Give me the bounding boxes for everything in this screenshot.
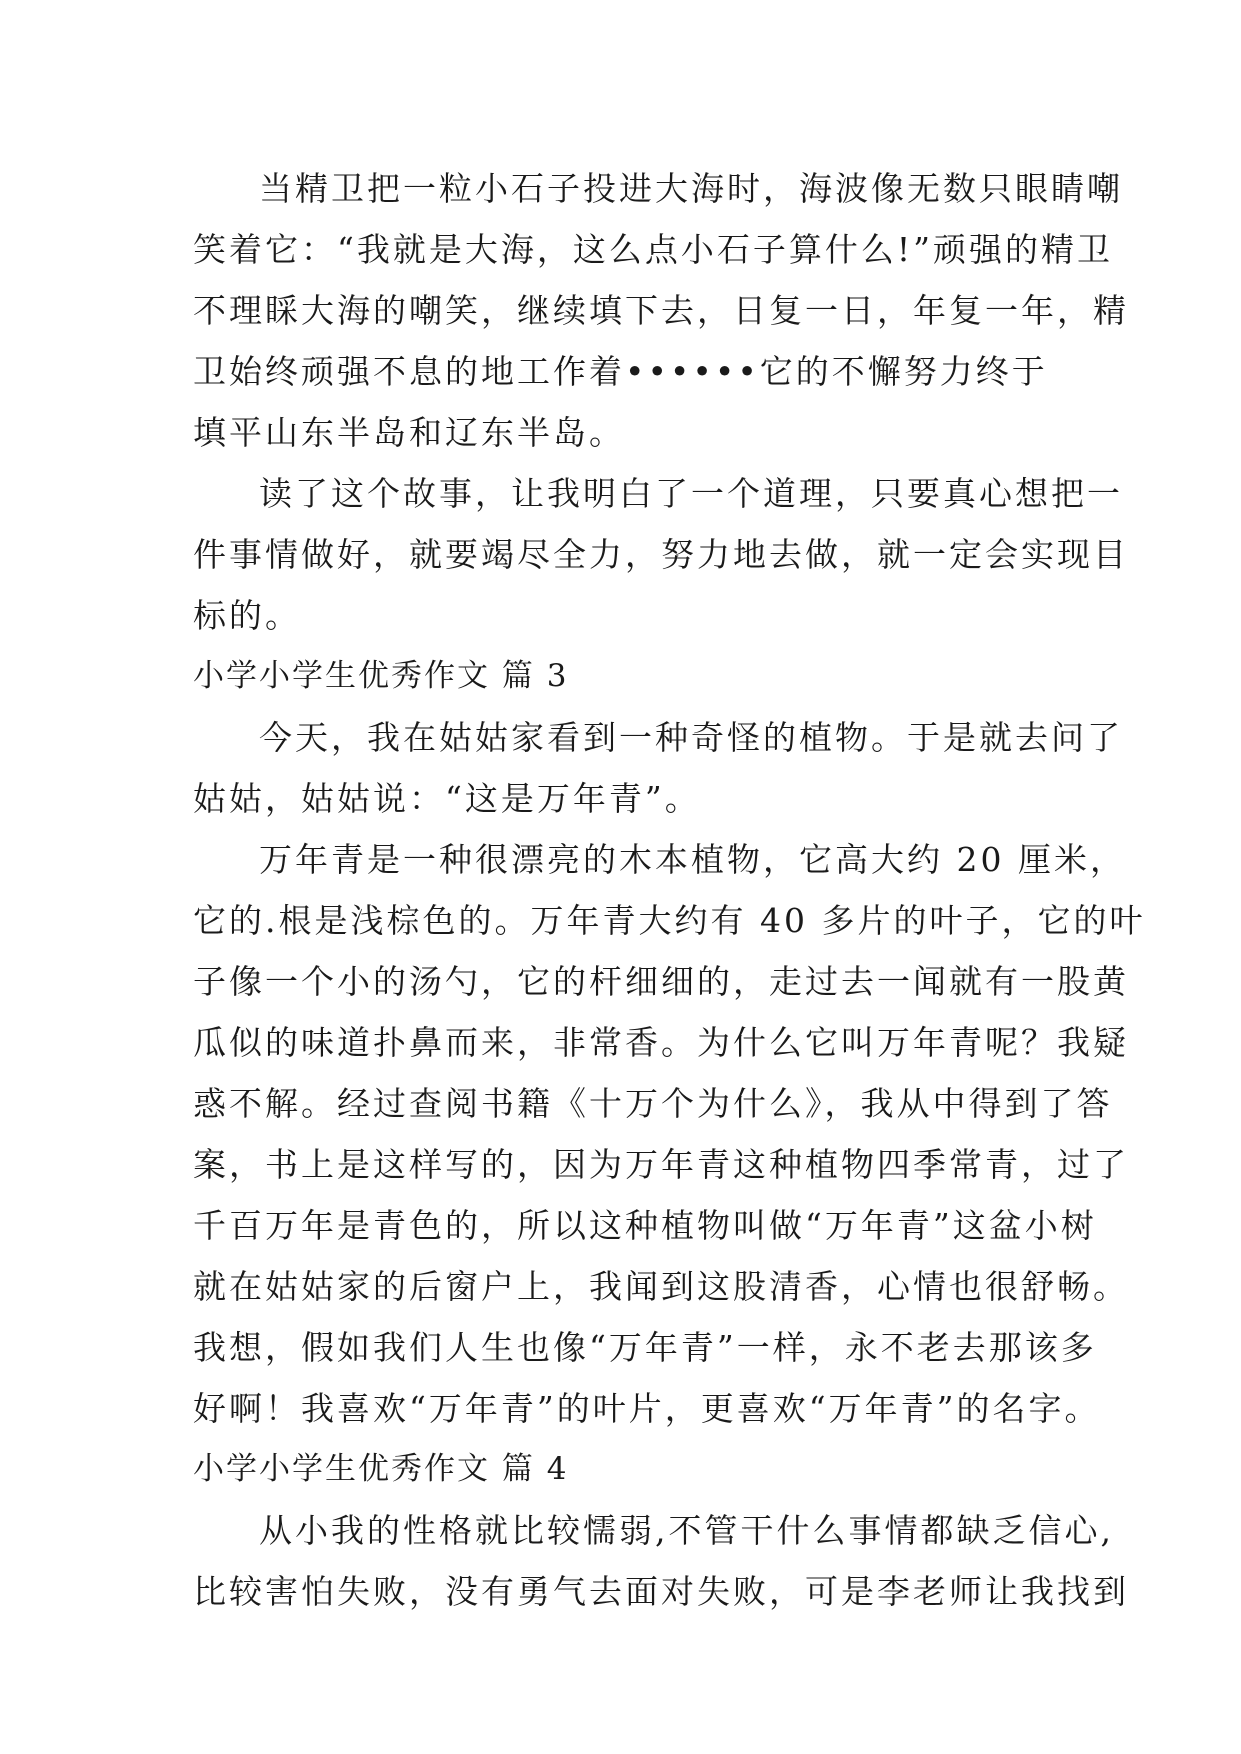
paragraph-line: 千百万年是青色的，所以这种植物叫做“万年青”这盆小树 xyxy=(193,1206,1097,1245)
paragraph-line: 好啊！我喜欢“万年青”的叶片，更喜欢“万年青”的名字。 xyxy=(193,1389,1101,1428)
paragraph-line: 笑着它：“我就是大海，这么点小石子算什么!”顽强的精卫 xyxy=(193,230,1114,269)
paragraph-line: 从小我的性格就比较懦弱,不管干什么事情都缺乏信心, xyxy=(259,1511,1114,1550)
paragraph-line: 今天，我在姑姑家看到一种奇怪的植物。于是就去问了 xyxy=(259,718,1123,757)
paragraph-line: 姑姑，姑姑说：“这是万年青”。 xyxy=(193,779,701,818)
section-heading: 小学小学生优秀作文 篇 3 xyxy=(193,658,569,694)
paragraph-line: 就在姑姑家的后窗户上，我闻到这股清香，心情也很舒畅。 xyxy=(193,1267,1129,1306)
paragraph-line: 读了这个故事，让我明白了一个道理，只要真心想把一 xyxy=(259,474,1123,513)
paragraph-line: 不理睬大海的嘲笑，继续填下去，日复一日，年复一年，精 xyxy=(193,291,1129,330)
paragraph-line: 卫始终顽强不息的地工作着••••••它的不懈努力终于 xyxy=(193,352,1048,391)
paragraph-line: 瓜似的味道扑鼻而来，非常香。为什么它叫万年青呢？我疑 xyxy=(193,1023,1129,1062)
paragraph-line: 比较害怕失败，没有勇气去面对失败，可是李老师让我找到 xyxy=(193,1572,1129,1611)
paragraph-line: 万年青是一种很漂亮的木本植物，它高大约 20 厘米， xyxy=(259,840,1126,879)
paragraph-line: 填平山东半岛和辽东半岛。 xyxy=(193,413,625,452)
paragraph-line: 案，书上是这样写的，因为万年青这种植物四季常青，过了 xyxy=(193,1145,1129,1184)
paragraph-line: 标的。 xyxy=(193,596,301,635)
section-heading: 小学小学生优秀作文 篇 4 xyxy=(193,1451,569,1487)
document-body xyxy=(193,158,1146,1622)
paragraph-line: 惑不解。经过查阅书籍《十万个为什么》，我从中得到了答 xyxy=(193,1084,1113,1123)
paragraph-line: 子像一个小的汤勺，它的杆细细的，走过去一闻就有一股黄 xyxy=(193,962,1129,1001)
paragraph-line: 当精卫把一粒小石子投进大海时，海波像无数只眼睛嘲 xyxy=(259,169,1123,208)
paragraph-line: 我想，假如我们人生也像“万年青”一样，永不老去那该多 xyxy=(193,1328,1097,1367)
paragraph-line: 件事情做好，就要竭尽全力，努力地去做，就一定会实现目 xyxy=(193,535,1129,574)
paragraph-line: 它的.根是浅棕色的。万年青大约有 40 多片的叶子，它的叶 xyxy=(193,901,1146,940)
